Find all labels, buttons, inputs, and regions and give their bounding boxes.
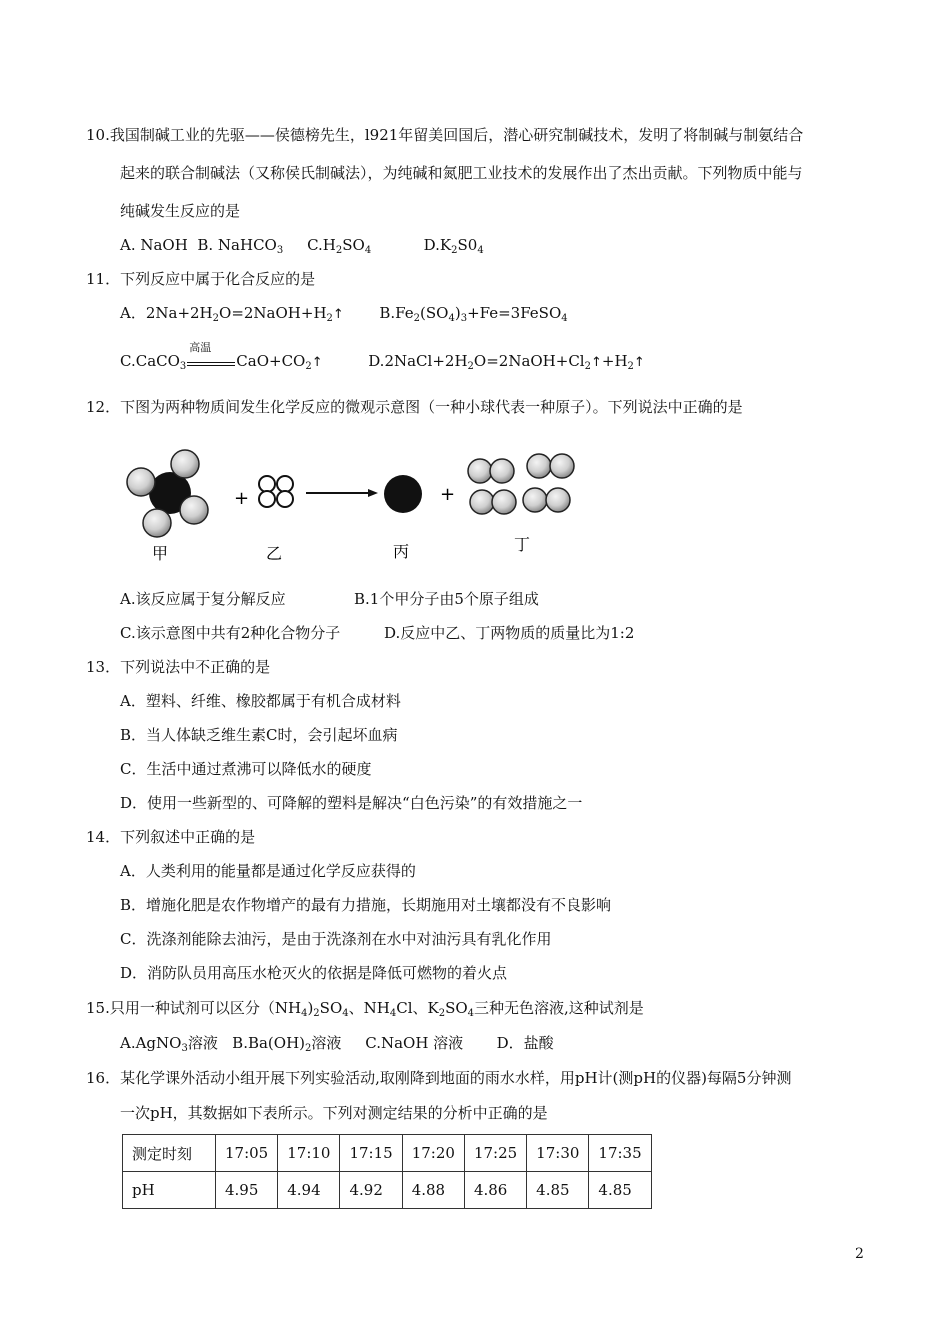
- q14-option-a: A．人类利用的能量都是通过化学反应获得的: [120, 862, 416, 880]
- q12-option-d: D.反应中乙、丁两物质的质量比为1:2: [384, 624, 635, 642]
- reaction-diagram: [110, 440, 590, 570]
- table-cell: 4.85: [589, 1172, 651, 1209]
- table-cell: 17:25: [464, 1135, 526, 1172]
- plus-sign-2: +: [440, 484, 456, 505]
- q14-option-d: D．消防队员用高压水枪灭火的依据是降低可燃物的着火点: [120, 964, 508, 982]
- table-cell: 4.85: [527, 1172, 589, 1209]
- q10-option-c: $C.H_2SO_4$: [307, 236, 372, 256]
- q15-option-b: $B.Ba(OH)_2$溶液: [232, 1034, 342, 1054]
- table-row: [123, 1172, 652, 1209]
- q11-stem: 11．下列反应中属于化合反应的是: [86, 270, 316, 288]
- q16-line1: 16．某化学课外活动小组开展下列实验活动,取刚降到地面的雨水水样，用pH计(测pH的仪器)每隔5分钟测: [86, 1069, 792, 1087]
- q12-stem: 12．下图为两种物质间发生化学反应的微观示意图（一种小球代表一种原子）。下列说法中正确的是: [86, 398, 743, 416]
- table-cell: 17:15: [340, 1135, 402, 1172]
- q10-line3: 纯碱发生反应的是: [120, 202, 241, 220]
- q11-option-c: C.CaCO$_3$ 高温 $CaO+CO_2↑$: [120, 341, 323, 372]
- table-cell: 4.95: [216, 1172, 278, 1209]
- table-cell: 4.86: [464, 1172, 526, 1209]
- page-number: 2: [855, 1246, 864, 1262]
- q15-options: [120, 1032, 554, 1060]
- table-cell: 17:10: [278, 1135, 340, 1172]
- molecule-jia: [127, 450, 208, 537]
- table-row: [123, 1135, 652, 1172]
- q12-option-c: C.该示意图中共有2种化合物分子: [120, 624, 341, 642]
- reaction-condition: 高温: [187, 351, 235, 366]
- plus-sign-1: +: [234, 488, 250, 509]
- table-row-label: pH: [123, 1172, 216, 1209]
- table-cell: 4.88: [402, 1172, 464, 1209]
- q13-option-b: B．当人体缺乏维生素C时，会引起坏血病: [120, 726, 398, 744]
- up-arrow-icon: ↑: [311, 355, 323, 370]
- q14-option-c: C．洗涤剂能除去油污，是由于洗涤剂在水中对油污具有乳化作用: [120, 930, 552, 948]
- label-yi: 乙: [266, 544, 283, 563]
- q10-options: [120, 234, 484, 262]
- table-cell: 17:30: [527, 1135, 589, 1172]
- table-cell: 17:35: [589, 1135, 651, 1172]
- molecule-yi: [259, 476, 293, 507]
- molecule-ding: [468, 454, 574, 514]
- table-cell: 17:20: [402, 1135, 464, 1172]
- q11-option-a: A．$2Na+2H_2O=2NaOH+H_2↑$: [120, 304, 344, 324]
- molecule-bing: [384, 475, 422, 513]
- q16-line2: 一次pH，其数据如下表所示。下列对测定结果的分析中正确的是: [120, 1104, 548, 1122]
- table-cell: 17:05: [216, 1135, 278, 1172]
- q10-line2: 起来的联合制碱法（又称侯氏制碱法），为纯碱和氮肥工业技术的发展作出了杰出贡献。下列物质中能与: [120, 164, 803, 182]
- table-header-label: 测定时刻: [123, 1135, 216, 1172]
- reaction-arrow-icon: [306, 489, 378, 497]
- q11-options-cd: [120, 341, 645, 378]
- label-jia: 甲: [152, 544, 169, 563]
- q10-line1: 10.我国制碱工业的先驱——侯德榜先生，l921年留美回国后，潜心研究制碱技术，发明了将制碱与制氨结合: [86, 126, 804, 144]
- q15-option-a: A.AgNO$_3$溶液: [120, 1034, 218, 1054]
- up-arrow-icon: ↑: [332, 307, 344, 322]
- label-ding: 丁: [514, 535, 531, 554]
- up-arrow-icon: ↑: [590, 355, 602, 370]
- up-arrow-icon: ↑: [633, 355, 645, 370]
- q14-stem: 14．下列叙述中正确的是: [86, 828, 256, 846]
- q15-stem: 15.只用一种试剂可以区分$(NH_4)_2SO_4$、$NH_4Cl$、$K_2SO_4$三种无色溶液,这种试剂是: [86, 999, 644, 1019]
- q11-option-b: $B.Fe_2(SO_4)_3+Fe=3FeSO_4$: [379, 304, 568, 324]
- q10-option-a: A. NaOH: [120, 236, 188, 254]
- q12-option-a: A.该反应属于复分解反应: [120, 590, 286, 608]
- table-cell: 4.92: [340, 1172, 402, 1209]
- q13-option-d: D．使用一些新型的、可降解的塑料是解决“白色污染”的有效措施之一: [120, 794, 583, 812]
- q15-option-c: C.NaOH 溶液: [365, 1034, 464, 1052]
- q10-option-d: $D.K_2S0_4$: [423, 236, 484, 256]
- ph-data-table: [122, 1134, 652, 1209]
- q11-options-ab: [120, 302, 568, 330]
- q11-option-d: $D.2NaCl+2H_2O=2NaOH+Cl_2↑+H_2↑$: [368, 352, 645, 372]
- table-cell: 4.94: [278, 1172, 340, 1209]
- q10-option-b: B. NaHCO$_3$: [197, 236, 284, 256]
- q12-option-b: B.1个甲分子由5个原子组成: [354, 590, 539, 608]
- q13-option-a: A．塑料、纤维、橡胶都属于有机合成材料: [120, 692, 401, 710]
- q13-option-c: C．生活中通过煮沸可以降低水的硬度: [120, 760, 372, 778]
- q13-stem: 13．下列说法中不正确的是: [86, 658, 271, 676]
- q15-option-d: D．盐酸: [496, 1034, 554, 1052]
- q14-option-b: B．增施化肥是农作物增产的最有力措施，长期施用对土壤都没有不良影响: [120, 896, 612, 914]
- label-bing: 丙: [393, 542, 410, 561]
